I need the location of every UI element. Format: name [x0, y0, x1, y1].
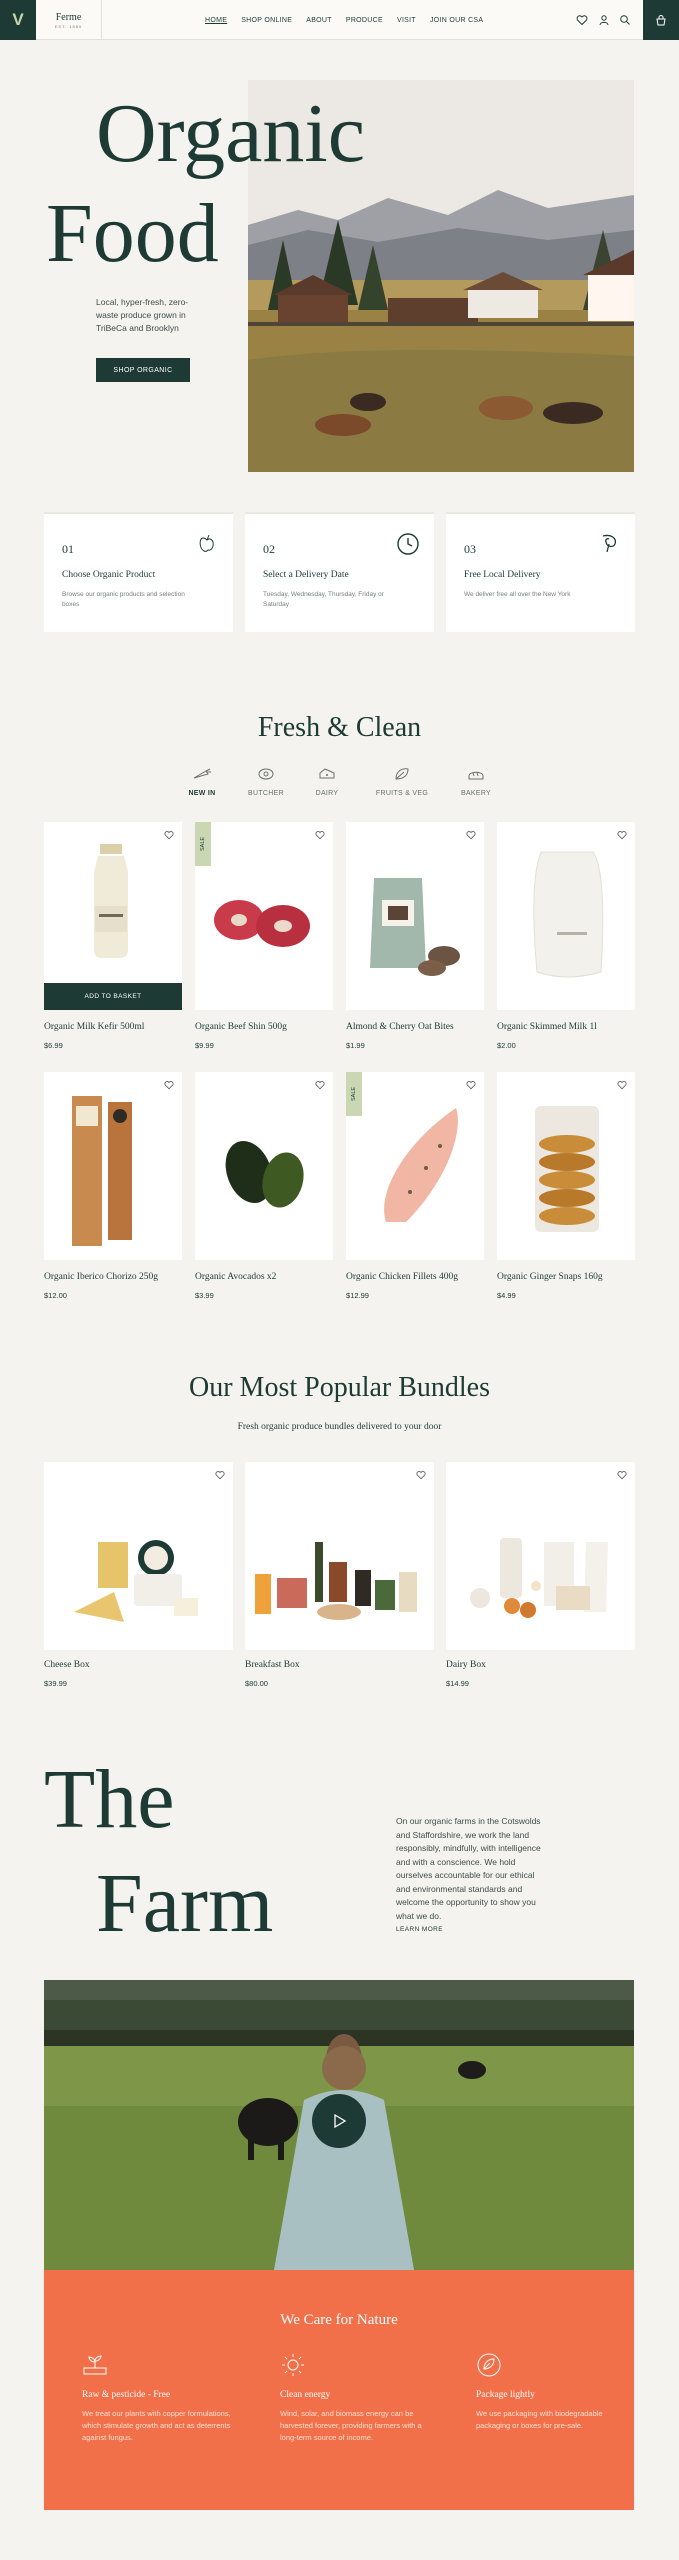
step-title: Select a Delivery Date [263, 570, 349, 580]
product-image-kefir [44, 822, 182, 1010]
clock-icon [396, 532, 420, 556]
wishlist-heart-icon[interactable] [215, 1470, 225, 1480]
add-to-basket-button[interactable]: ADD TO BASKET [44, 983, 182, 1010]
main-nav [205, 17, 497, 24]
step-title: Free Local Delivery [464, 570, 541, 580]
wishlist-heart-icon[interactable] [617, 1080, 627, 1090]
bundle-price: $80.00 [245, 1679, 268, 1688]
product-price: $3.99 [195, 1291, 214, 1300]
learn-more-link[interactable]: LEARN MORE [396, 1926, 443, 1933]
carrot-icon [192, 766, 212, 782]
product-image-ginger-snaps [497, 1072, 635, 1260]
product-image-skimmed-milk [497, 822, 635, 1010]
nature-column-title: Clean energy [280, 2390, 331, 2400]
farm-title-line1: The [44, 1753, 175, 1846]
product-price: $2.00 [497, 1041, 516, 1050]
step-card-1 [44, 512, 233, 632]
category-bakery[interactable] [446, 766, 506, 797]
product-name[interactable]: Organic Ginger Snaps 160g [497, 1272, 603, 1282]
product-name[interactable]: Organic Milk Kefir 500ml [44, 1022, 145, 1032]
step-number: 02 [263, 542, 275, 556]
wishlist-heart-icon[interactable] [466, 1080, 476, 1090]
product-price: $4.99 [497, 1291, 516, 1300]
product-price: $6.99 [44, 1041, 63, 1050]
product-card[interactable] [195, 1072, 333, 1260]
product-card[interactable] [44, 1072, 182, 1260]
product-card[interactable] [497, 1072, 635, 1260]
wishlist-heart-icon[interactable] [416, 1470, 426, 1480]
leaf-circle-icon [476, 2352, 502, 2378]
cart-icon [655, 14, 667, 26]
product-card[interactable] [195, 822, 333, 1010]
bundles-title: Our Most Popular Bundles [189, 1372, 490, 1403]
step-desc: We deliver free all over the New York [464, 591, 571, 598]
wishlist-heart-icon[interactable] [466, 830, 476, 840]
bundle-image-cheese [44, 1462, 233, 1650]
product-image-avocados [195, 1072, 333, 1260]
nature-title: We Care for Nature [280, 2312, 398, 2328]
play-icon [331, 2113, 347, 2129]
step-number: 01 [62, 542, 74, 556]
product-card[interactable] [346, 822, 484, 1010]
step-title: Choose Organic Product [62, 570, 156, 580]
site-header [0, 0, 679, 40]
category-label: BAKERY [460, 790, 492, 797]
bundle-card-cheese[interactable] [44, 1462, 233, 1650]
nav-home[interactable]: HOME [205, 17, 228, 24]
bundle-image-breakfast [245, 1462, 434, 1650]
category-new-in[interactable] [172, 766, 232, 797]
nature-column-title: Package lightly [476, 2390, 535, 2400]
step-card-3 [446, 512, 635, 632]
nature-column-desc: We treat our plants with copper formulations, which stimulate growth and act as deterrents against fungus. [82, 2409, 231, 2442]
step-card-2 [245, 512, 434, 632]
sale-badge: SALE [346, 1072, 362, 1116]
fresh-section-title: Fresh & Clean [257, 712, 422, 743]
product-image-chorizo [44, 1072, 182, 1260]
page-footer-strip [0, 2510, 679, 2560]
heart-icon[interactable] [576, 14, 588, 26]
search-icon[interactable] [619, 14, 631, 26]
logo-mark[interactable]: V [0, 0, 36, 40]
wishlist-heart-icon[interactable] [315, 1080, 325, 1090]
product-price: $12.00 [44, 1291, 67, 1300]
wishlist-heart-icon[interactable] [164, 1080, 174, 1090]
category-label: DAIRY [315, 790, 339, 797]
product-image-oat-bites [346, 822, 484, 1010]
step-number: 03 [464, 542, 476, 556]
category-label: FRUITS & VEG [375, 790, 429, 797]
product-name[interactable]: Organic Beef Shin 500g [195, 1022, 287, 1032]
category-dairy[interactable] [297, 766, 357, 797]
step-desc: Tuesday, Wednesday, Thursday, Friday or Saturday [263, 591, 384, 608]
bundle-price: $39.99 [44, 1679, 67, 1688]
category-label: BUTCHER [248, 790, 284, 797]
product-card[interactable] [497, 822, 635, 1010]
product-image-beef [195, 822, 333, 1010]
wishlist-heart-icon[interactable] [315, 830, 325, 840]
product-name[interactable]: Organic Iberico Chorizo 250g [44, 1272, 159, 1282]
nature-column-desc: Wind, solar, and biomass energy can be harvested forever, providing farmers with a long-term source of income. [280, 2409, 422, 2442]
bread-icon [466, 766, 486, 782]
sun-icon [280, 2352, 306, 2378]
leaf-icon [392, 766, 412, 782]
category-butcher[interactable] [236, 766, 296, 797]
nav-produce[interactable]: PRODUCE [345, 17, 383, 24]
wishlist-heart-icon[interactable] [617, 830, 627, 840]
bundle-name[interactable]: Cheese Box [44, 1660, 90, 1670]
nature-column-1 [82, 2352, 232, 2444]
category-label: NEW IN [188, 790, 216, 797]
product-name[interactable]: Almond & Cherry Oat Bites [346, 1022, 454, 1032]
nature-section [44, 2270, 634, 2510]
nav-join-csa[interactable]: JOIN OUR CSA [429, 17, 484, 24]
play-button[interactable] [312, 2094, 366, 2148]
product-image-chicken [346, 1072, 484, 1260]
nature-column-title: Raw & pesticide - Free [82, 2390, 171, 2400]
product-price: $9.99 [195, 1041, 214, 1050]
bundle-image-dairy [446, 1462, 635, 1650]
wishlist-heart-icon[interactable] [164, 830, 174, 840]
apple-icon [195, 532, 219, 556]
nature-column-2 [280, 2352, 430, 2444]
leaf-icon [597, 532, 621, 556]
hero-title-line1: Organic [96, 87, 366, 180]
bundle-name[interactable]: Dairy Box [446, 1660, 486, 1670]
brand-name: Ferme [55, 12, 82, 23]
bundle-name[interactable]: Breakfast Box [245, 1660, 300, 1670]
hero-subtitle: Local, hyper-fresh, zero-waste produce grown in TriBeCa and Brooklyn [96, 297, 189, 333]
shop-organic-button[interactable]: SHOP ORGANIC [96, 358, 190, 382]
nav-about[interactable]: ABOUT [306, 17, 332, 24]
step-desc: Browse our organic products and selection boxes [62, 591, 185, 608]
nature-column-desc: We use packaging with biodegradable packaging or boxes for pre-sale. [476, 2409, 603, 2430]
hero-title-line2: Food [46, 187, 219, 280]
farm-description: On our organic farms in the Cotswolds and Staffordshire, we work the land responsibly, mindfully, with intelligence and with a conscience. We hold ourselves accountable for our ethical and environmental standards and welcome the opportunity to show you what we do. [396, 1816, 541, 1921]
brand-sub: EST. 1860 [54, 24, 83, 29]
user-icon[interactable] [598, 14, 610, 26]
nav-visit[interactable]: VISIT [396, 17, 416, 24]
bundle-card-breakfast[interactable] [245, 1462, 434, 1650]
sale-badge: SALE [195, 822, 211, 866]
category-fruits-veg[interactable] [372, 766, 432, 797]
bundle-card-dairy[interactable] [446, 1462, 635, 1650]
farm-title-line2: Farm [96, 1857, 274, 1950]
product-name[interactable]: Organic Skimmed Milk 1l [497, 1022, 597, 1032]
product-price: $1.99 [346, 1041, 365, 1050]
bundles-subtitle: Fresh organic produce bundles delivered to your door [237, 1422, 442, 1432]
wishlist-heart-icon[interactable] [617, 1470, 627, 1480]
bundle-price: $14.99 [446, 1679, 469, 1688]
product-price: $12.99 [346, 1291, 369, 1300]
cheese-icon [317, 766, 337, 782]
nature-column-3 [476, 2352, 626, 2432]
sprout-icon [82, 2352, 108, 2378]
cart-button[interactable] [643, 0, 679, 40]
product-card[interactable] [346, 1072, 484, 1260]
product-name[interactable]: Organic Chicken Fillets 400g [346, 1272, 458, 1282]
nav-shop-online[interactable]: SHOP ONLINE [241, 17, 293, 24]
brand-logo[interactable] [36, 0, 102, 40]
product-name[interactable]: Organic Avocados x2 [195, 1272, 277, 1282]
product-card[interactable] [44, 822, 182, 1010]
meat-icon [256, 766, 276, 782]
